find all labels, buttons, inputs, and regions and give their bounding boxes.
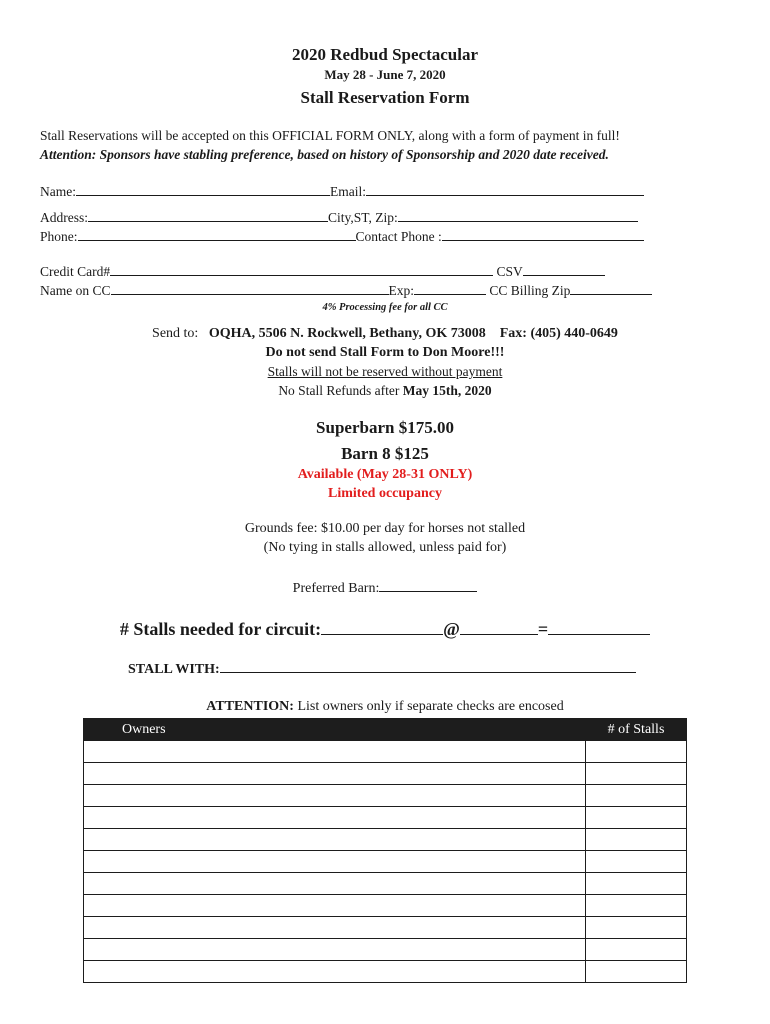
stall-count-cell[interactable] xyxy=(586,873,687,895)
owner-cell[interactable] xyxy=(84,917,586,939)
no-tying-note: (No tying in stalls allowed, unless paid for) xyxy=(263,540,507,555)
event-title: 2020 Redbud Spectacular xyxy=(291,45,479,64)
limited-occupancy-note: Limited occupancy xyxy=(328,486,442,501)
cc-billing-zip-field[interactable] xyxy=(570,282,652,295)
stall-count-cell[interactable] xyxy=(586,741,687,763)
table-row xyxy=(84,763,687,785)
send-to-label: Send to: xyxy=(152,326,199,341)
no-reserve-note: Stalls will not be reserved without payment xyxy=(267,364,503,379)
city-state-zip-label: City,ST, Zip: xyxy=(328,210,398,225)
address-field[interactable] xyxy=(88,209,328,222)
stalls-needed-row xyxy=(0,619,770,640)
credit-card-label: Credit Card# xyxy=(40,264,111,279)
owners-table xyxy=(83,718,687,983)
owner-cell[interactable] xyxy=(84,851,586,873)
grounds-fee: Grounds fee: $10.00 per day for horses not stalled xyxy=(244,521,526,536)
owner-cell[interactable] xyxy=(84,829,586,851)
form-title: Stall Reservation Form xyxy=(300,88,470,107)
csv-label: CSV xyxy=(496,264,523,279)
table-row xyxy=(84,785,687,807)
stall-count-cell[interactable] xyxy=(586,895,687,917)
owners-table-header xyxy=(84,719,687,741)
owner-cell[interactable] xyxy=(84,763,586,785)
availability-note: Available (May 28-31 ONLY) xyxy=(297,467,473,482)
stall-with-label: STALL WITH: xyxy=(128,662,220,677)
stall-count-cell[interactable] xyxy=(586,763,687,785)
superbarn-price: Superbarn $175.00 xyxy=(316,418,454,437)
credit-card-row xyxy=(40,263,605,280)
address-row xyxy=(40,209,638,226)
stall-count-cell[interactable] xyxy=(586,917,687,939)
intro-sponsor-attention: Attention: Sponsors have stabling preference, based on history of Sponsorship and 2020 date received. xyxy=(40,147,609,162)
table-row xyxy=(84,807,687,829)
stall-with-field[interactable] xyxy=(220,660,636,673)
stalls-count-field[interactable] xyxy=(321,620,443,635)
phone-row xyxy=(40,228,644,245)
stall-total-field[interactable] xyxy=(548,620,650,635)
send-to-line xyxy=(0,326,770,342)
phone-label: Phone: xyxy=(40,229,78,244)
address-label: Address: xyxy=(40,210,88,225)
owner-cell[interactable] xyxy=(84,895,586,917)
processing-fee-note: 4% Processing fee for all CC xyxy=(322,302,448,313)
owner-cell[interactable] xyxy=(84,741,586,763)
stall-count-cell[interactable] xyxy=(586,785,687,807)
table-row xyxy=(84,895,687,917)
owner-cell[interactable] xyxy=(84,961,586,983)
table-row xyxy=(84,917,687,939)
email-label: Email: xyxy=(330,184,366,199)
table-row xyxy=(84,851,687,873)
stall-count-cell[interactable] xyxy=(586,829,687,851)
exp-field[interactable] xyxy=(414,282,486,295)
contact-phone-label: Contact Phone : xyxy=(355,229,442,244)
barn8-price: Barn 8 $125 xyxy=(341,444,429,463)
preferred-barn-label: Preferred Barn: xyxy=(292,581,380,596)
no-refund-note xyxy=(0,383,770,399)
attention-note xyxy=(0,699,770,715)
table-row xyxy=(84,961,687,983)
stall-price-field[interactable] xyxy=(460,620,538,635)
phone-field[interactable] xyxy=(78,228,356,241)
event-dates: May 28 - June 7, 2020 xyxy=(324,67,446,82)
csv-field[interactable] xyxy=(523,263,605,276)
attention-label: ATTENTION: xyxy=(206,699,294,714)
table-row xyxy=(84,939,687,961)
fax-number: Fax: (405) 440-0649 xyxy=(499,326,618,341)
owner-cell[interactable] xyxy=(84,939,586,961)
attention-text: List owners only if separate checks are encosed xyxy=(293,699,564,714)
intro-official-form: Stall Reservations will be accepted on this OFFICIAL FORM ONLY, along with a form of payment in full! xyxy=(40,128,620,143)
table-row xyxy=(84,873,687,895)
send-to-address: OQHA, 5506 N. Rockwell, Bethany, OK 73008 xyxy=(208,326,486,341)
stall-count-cell[interactable] xyxy=(586,939,687,961)
owners-table-body xyxy=(84,741,687,983)
stall-count-cell[interactable] xyxy=(586,851,687,873)
no-refund-date: May 15th, 2020 xyxy=(402,383,492,398)
owner-cell[interactable] xyxy=(84,807,586,829)
equals-symbol: = xyxy=(537,619,549,639)
stall-count-cell[interactable] xyxy=(586,807,687,829)
cc-name-row xyxy=(40,282,652,299)
stalls-needed-label: # Stalls needed for circuit: xyxy=(119,619,322,639)
cc-billing-zip-label: CC Billing Zip xyxy=(489,283,571,298)
exp-label: Exp: xyxy=(388,283,414,298)
owner-cell[interactable] xyxy=(84,785,586,807)
name-on-cc-field[interactable] xyxy=(111,282,389,295)
no-refund-prefix: No Stall Refunds after xyxy=(278,383,403,398)
preferred-barn-field[interactable] xyxy=(379,579,477,592)
credit-card-field[interactable] xyxy=(110,263,493,276)
no-send-warning: Do not send Stall Form to Don Moore!!! xyxy=(265,345,505,360)
owners-column-header: Owners xyxy=(84,719,586,741)
stall-count-cell[interactable] xyxy=(586,961,687,983)
city-state-zip-field[interactable] xyxy=(398,209,638,222)
email-field[interactable] xyxy=(366,183,644,196)
owner-cell[interactable] xyxy=(84,873,586,895)
name-field[interactable] xyxy=(76,183,330,196)
name-row xyxy=(40,183,644,200)
table-row xyxy=(84,741,687,763)
at-symbol: @ xyxy=(443,619,460,639)
stalls-column-header: # of Stalls xyxy=(586,719,687,741)
name-label: Name: xyxy=(40,184,76,199)
contact-phone-field[interactable] xyxy=(442,228,644,241)
table-row xyxy=(84,829,687,851)
preferred-barn-row xyxy=(0,579,770,597)
name-on-cc-label: Name on CC xyxy=(40,283,111,298)
stall-with-row xyxy=(128,660,636,678)
